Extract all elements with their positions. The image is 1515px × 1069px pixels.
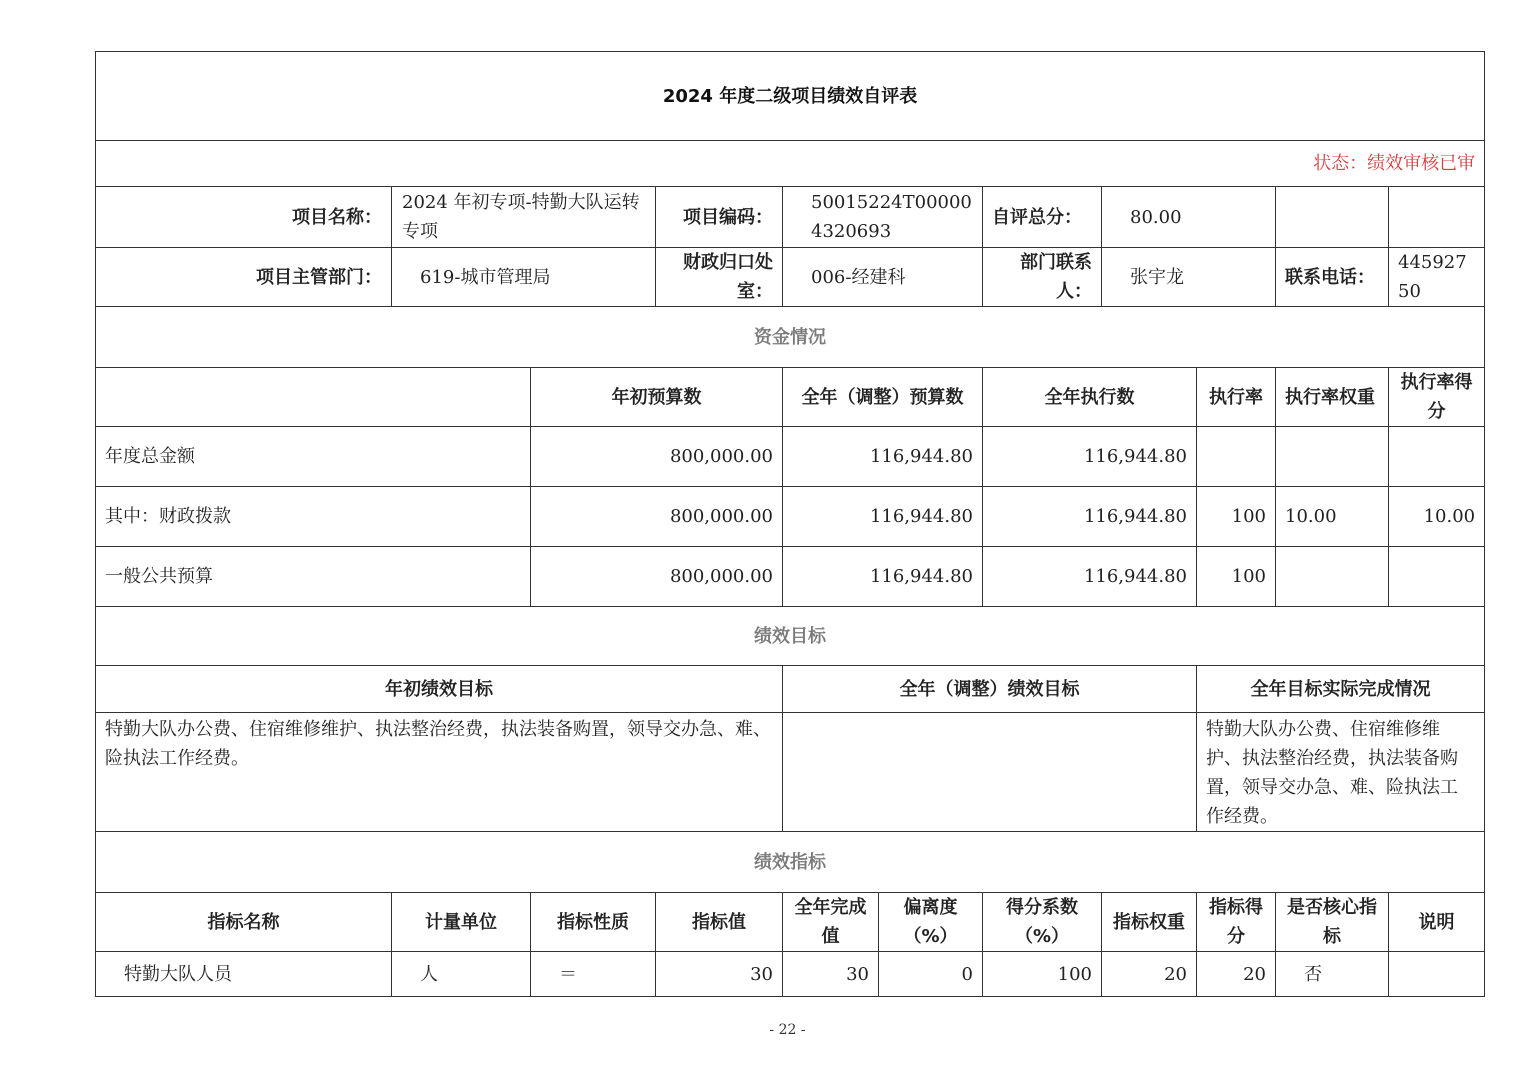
goals-actual-text: 特勤大队办公费、住宿维修维护、执法整治经费，执法装备购置，领导交办急、难、险执法工作经费。: [1197, 713, 1485, 832]
ind-header-note: 说明: [1389, 893, 1485, 952]
ind-row-score: 20: [1197, 952, 1276, 997]
page-title: 2024 年度二级项目绩效自评表: [96, 52, 1485, 141]
project-name-value: 2024 年初专项-特勤大队运转专项: [392, 187, 656, 248]
ind-header-done: 全年完成值: [783, 893, 879, 952]
phone-value: 44592750: [1389, 248, 1485, 307]
ind-row-note: [1389, 952, 1485, 997]
score-label: 自评总分：: [983, 187, 1102, 248]
status-text: 状态：绩效审核已审: [96, 141, 1485, 187]
ind-row-target: 30: [656, 952, 783, 997]
funds-row-name: 一般公共预算: [96, 547, 531, 607]
funds-row-weight: [1276, 547, 1389, 607]
ind-header-score: 指标得分: [1197, 893, 1276, 952]
funds-row-weight: [1276, 427, 1389, 487]
funds-row-score: 10.00: [1389, 487, 1485, 547]
funds-header-score: 执行率得分: [1389, 368, 1485, 427]
finance-label: 财政归口处室：: [656, 248, 783, 307]
ind-row-done: 30: [783, 952, 879, 997]
funds-row-score: [1389, 427, 1485, 487]
contact-value: 张宇龙: [1102, 248, 1276, 307]
ind-header-deviation: 偏离度（%）: [879, 893, 983, 952]
funds-row-name: 年度总金额: [96, 427, 531, 487]
funds-row-executed: 116,944.80: [983, 547, 1197, 607]
funds-header-weight: 执行率权重: [1276, 368, 1389, 427]
ind-row-deviation: 0: [879, 952, 983, 997]
funds-row-initial: 800,000.00: [531, 547, 783, 607]
ind-header-core: 是否核心指标: [1276, 893, 1389, 952]
ind-row-nature: ＝: [531, 952, 656, 997]
goals-header-actual: 全年目标实际完成情况: [1197, 666, 1485, 713]
phone-label: 联系电话：: [1276, 248, 1389, 307]
project-code-value: 50015224T000004320693: [783, 187, 983, 248]
ind-row-name: 特勤大队人员: [96, 952, 392, 997]
goals-header-adjusted: 全年（调整）绩效目标: [783, 666, 1197, 713]
funds-row-adjusted: 116,944.80: [783, 547, 983, 607]
funds-header-rate: 执行率: [1197, 368, 1276, 427]
funds-row-rate: 100: [1197, 487, 1276, 547]
self-evaluation-table: [95, 51, 1485, 997]
funds-header-blank: [96, 368, 531, 427]
ind-header-coef: 得分系数（%）: [983, 893, 1102, 952]
empty-cell: [1389, 187, 1485, 248]
empty-cell: [1276, 187, 1389, 248]
ind-row-weight: 20: [1102, 952, 1197, 997]
funds-row-adjusted: 116,944.80: [783, 427, 983, 487]
project-code-label: 项目编码：: [656, 187, 783, 248]
ind-row-core: 否: [1276, 952, 1389, 997]
goals-adjusted-text: [783, 713, 1197, 832]
funds-row-initial: 800,000.00: [531, 427, 783, 487]
funds-row: [96, 487, 1485, 547]
page-number: - 22 -: [769, 1022, 806, 1038]
finance-value: 006-经建科: [783, 248, 983, 307]
funds-header-adjusted: 全年（调整）预算数: [783, 368, 983, 427]
funds-header-initial: 年初预算数: [531, 368, 783, 427]
goals-header-initial: 年初绩效目标: [96, 666, 783, 713]
score-value: 80.00: [1102, 187, 1276, 248]
funds-row-weight: 10.00: [1276, 487, 1389, 547]
funds-row-rate: [1197, 427, 1276, 487]
funds-row: [96, 427, 1485, 487]
funds-row-executed: 116,944.80: [983, 487, 1197, 547]
funds-row-executed: 116,944.80: [983, 427, 1197, 487]
funds-row-initial: 800,000.00: [531, 487, 783, 547]
funds-row-adjusted: 116,944.80: [783, 487, 983, 547]
indicators-section-title: 绩效指标: [96, 832, 1485, 893]
ind-header-name: 指标名称: [96, 893, 392, 952]
dept-value: 619-城市管理局: [392, 248, 656, 307]
goals-initial-text: 特勤大队办公费、住宿维修维护、执法整治经费，执法装备购置，领导交办急、难、险执法工作经费。: [96, 713, 783, 832]
contact-label: 部门联系人：: [983, 248, 1102, 307]
goals-section-title: 绩效目标: [96, 607, 1485, 666]
funds-row-score: [1389, 547, 1485, 607]
funds-row-name: 其中：财政拨款: [96, 487, 531, 547]
funds-row: [96, 547, 1485, 607]
funds-section-title: 资金情况: [96, 307, 1485, 368]
ind-row-coef: 100: [983, 952, 1102, 997]
indicator-row: [96, 952, 1485, 997]
funds-row-rate: 100: [1197, 547, 1276, 607]
ind-header-unit: 计量单位: [392, 893, 531, 952]
ind-header-weight: 指标权重: [1102, 893, 1197, 952]
funds-header-executed: 全年执行数: [983, 368, 1197, 427]
dept-label: 项目主管部门：: [96, 248, 392, 307]
ind-header-target: 指标值: [656, 893, 783, 952]
ind-header-nature: 指标性质: [531, 893, 656, 952]
project-name-label: 项目名称：: [96, 187, 392, 248]
ind-row-unit: 人: [392, 952, 531, 997]
